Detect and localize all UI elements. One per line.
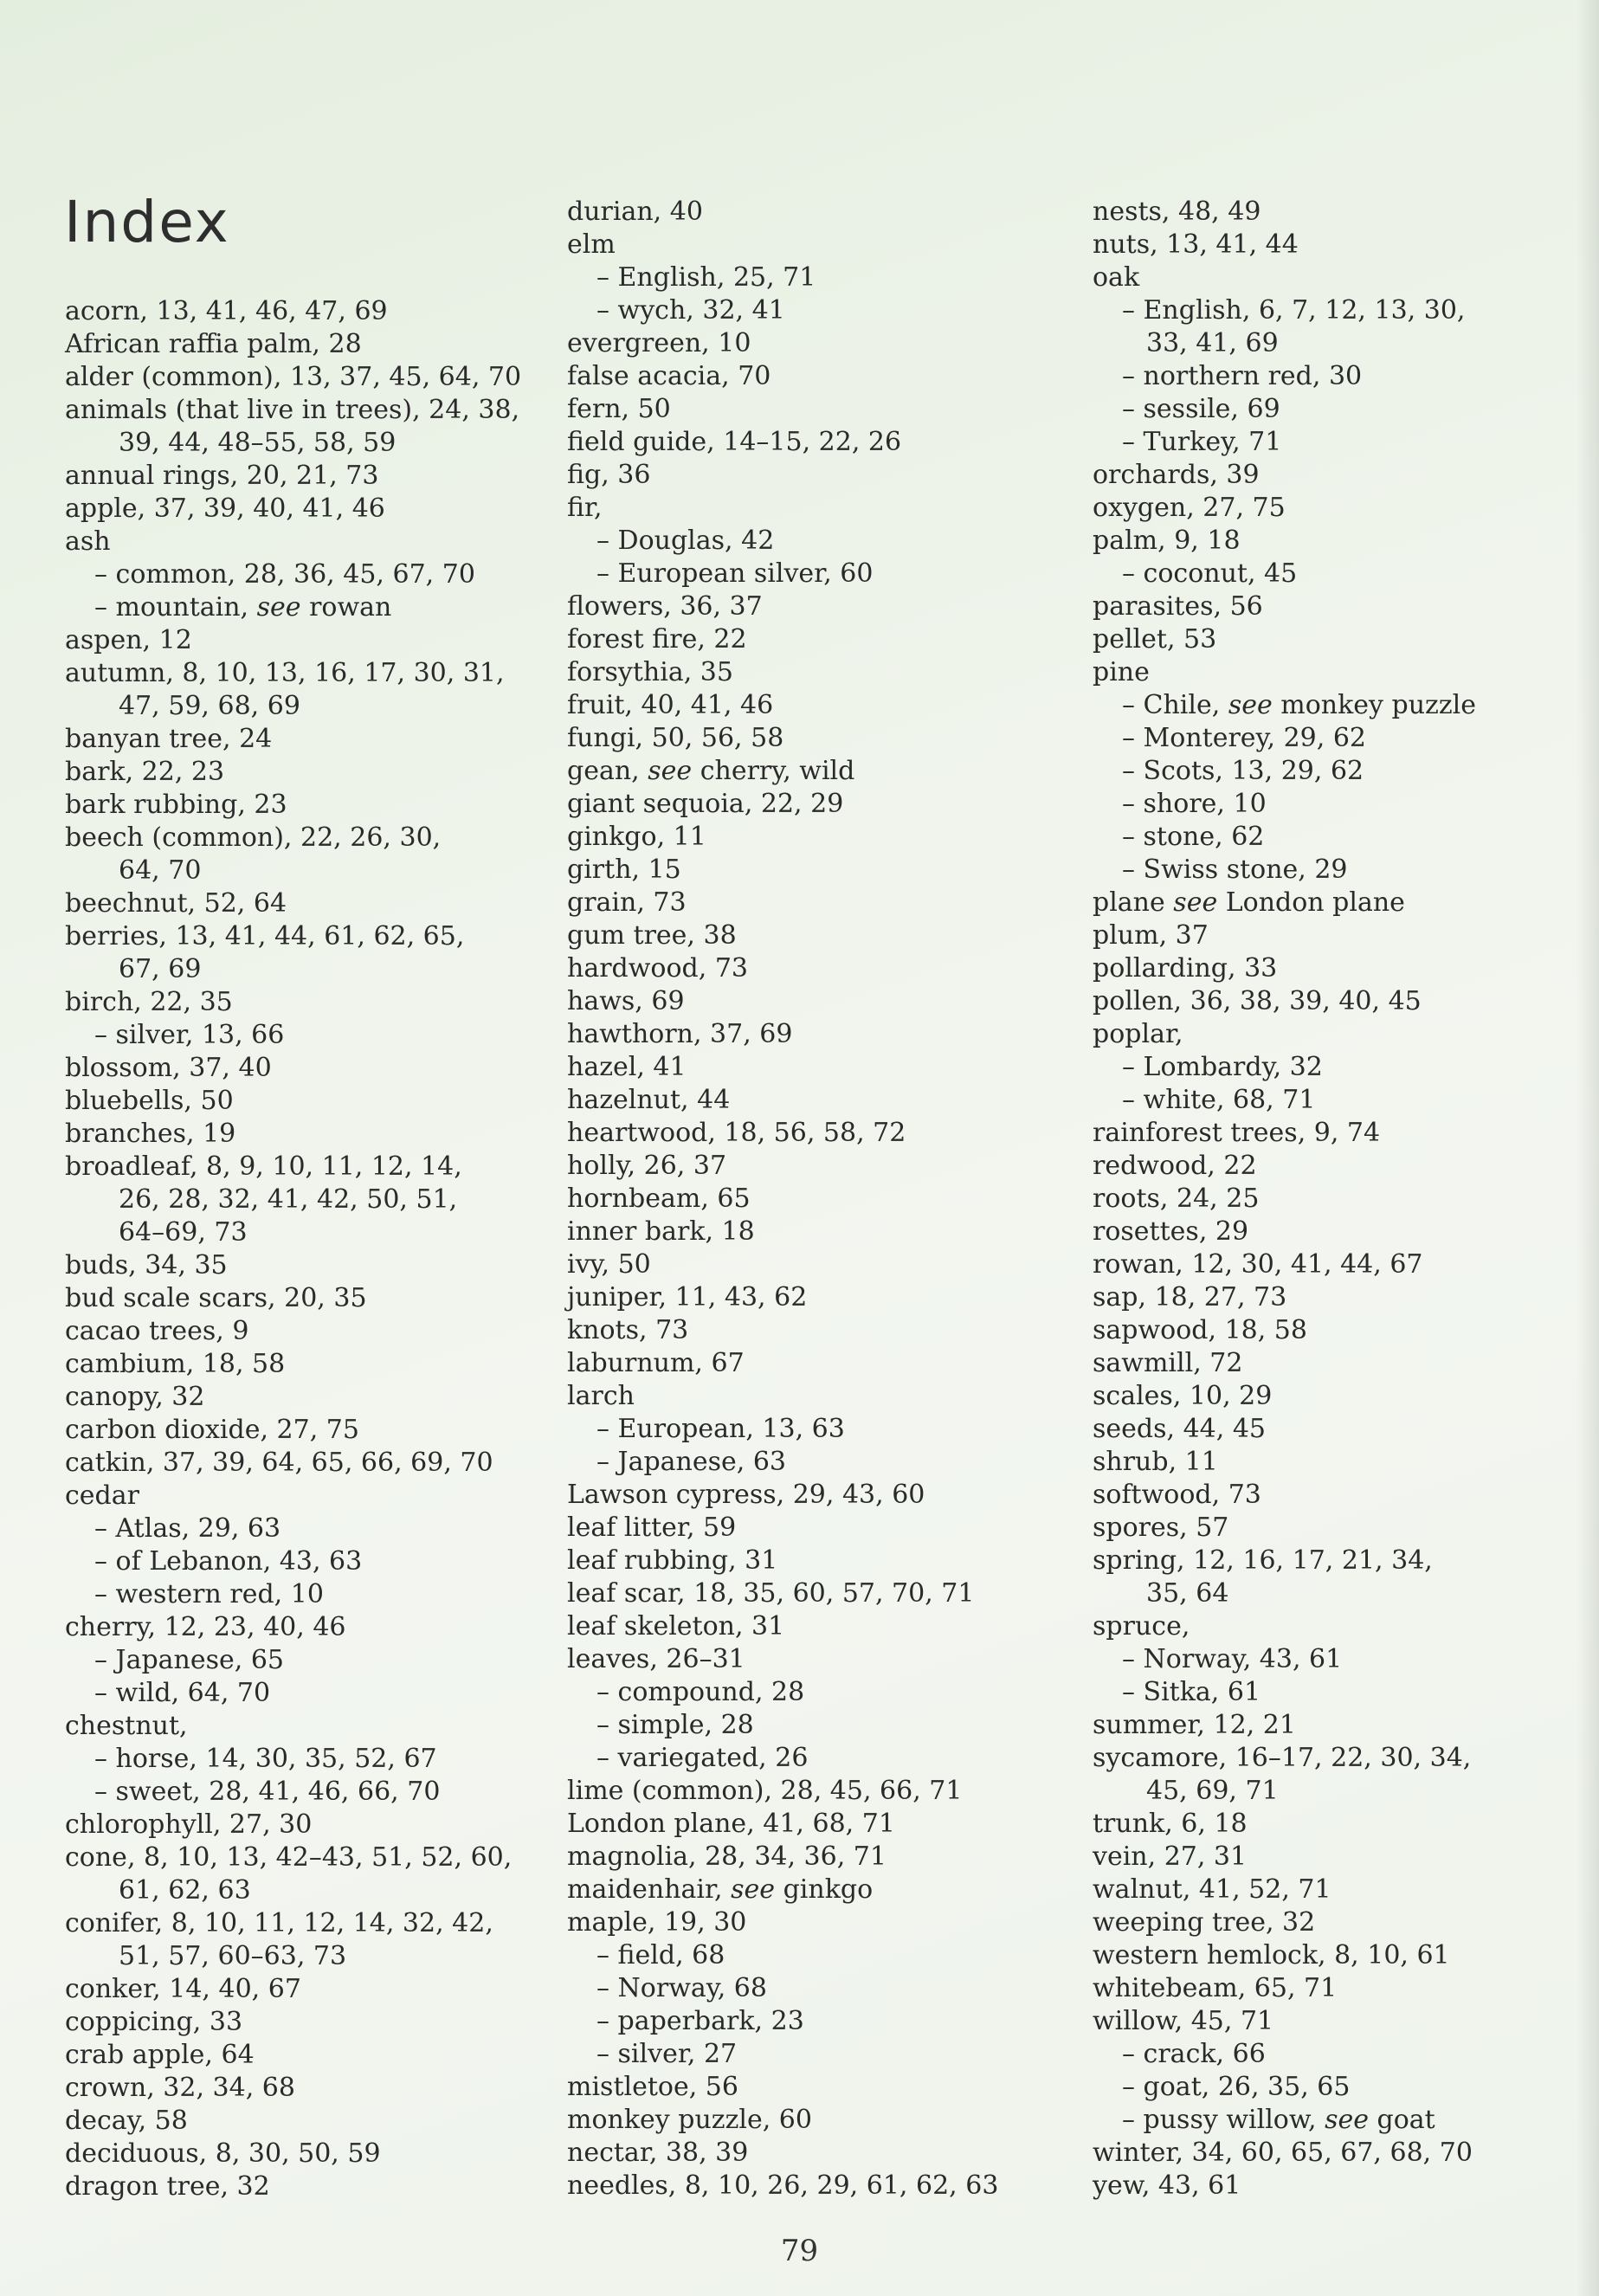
index-entry-continuation: 47, 59, 68, 69 [119,691,300,721]
index-entry: larch [567,1381,635,1411]
index-entry: heartwood, 18, 56, 58, 72 [567,1118,906,1148]
index-entry: scales, 10, 29 [1093,1381,1273,1411]
index-entry-continuation: 39, 44, 48–55, 58, 59 [119,428,397,458]
index-entry: holly, 26, 37 [567,1151,727,1181]
index-entry: inner bark, 18 [567,1216,755,1247]
index-entry: acorn, 13, 41, 46, 47, 69 [65,296,388,326]
index-entry: girth, 15 [567,855,681,885]
index-entry: bark, 22, 23 [65,757,225,787]
index-subentry: – white, 68, 71 [1122,1085,1316,1115]
index-subentry: – Turkey, 71 [1122,427,1282,457]
index-entry: conifer, 8, 10, 11, 12, 14, 32, 42, [65,1908,493,1938]
index-entry: western hemlock, 8, 10, 61 [1093,1940,1450,1970]
index-column-1 [65,295,550,2203]
index-entry: winter, 34, 60, 65, 67, 68, 70 [1093,2138,1473,2168]
index-entry: false acacia, 70 [567,361,771,391]
index-subentry: – paperbark, 23 [596,2006,804,2036]
index-subentry: – wych, 32, 41 [596,295,785,326]
index-entry: canopy, 32 [65,1382,205,1412]
index-subentry: – mountain, see rowan [94,592,392,622]
index-entry: bud scale scars, 20, 35 [65,1283,367,1313]
index-subentry: – of Lebanon, 43, 63 [94,1546,363,1577]
index-entry: hawthorn, 37, 69 [567,1019,793,1049]
page-edge-shadow [1576,0,1599,2296]
index-entry: plane see London plane [1093,887,1405,918]
index-subentry: – sessile, 69 [1122,394,1280,424]
index-entry: cedar [65,1480,139,1511]
index-subentry: – western red, 10 [94,1579,324,1609]
index-entry: blossom, 37, 40 [65,1053,272,1083]
index-entry: field guide, 14–15, 22, 26 [567,427,902,457]
index-entry: autumn, 8, 10, 13, 16, 17, 30, 31, [65,658,505,688]
index-subentry: – Swiss stone, 29 [1122,855,1348,885]
index-entry: hornbeam, 65 [567,1183,751,1214]
index-subentry: – crack, 66 [1122,2039,1266,2069]
index-entry-continuation: 64, 70 [119,855,202,886]
page-number: 79 [780,2234,819,2268]
index-entry: plum, 37 [1093,920,1209,951]
index-entry: bark rubbing, 23 [65,790,287,820]
index-entry: catkin, 37, 39, 64, 65, 66, 69, 70 [65,1448,493,1478]
index-entry: redwood, 22 [1093,1151,1257,1181]
index-subentry: – coconut, 45 [1122,558,1298,589]
index-entry-continuation: 67, 69 [119,954,202,984]
index-entry: willow, 45, 71 [1093,2006,1274,2036]
index-entry: spores, 57 [1093,1512,1229,1543]
index-entry: beechnut, 52, 64 [65,888,287,919]
index-entry: crown, 32, 34, 68 [65,2073,295,2103]
index-entry: leaves, 26–31 [567,1644,745,1674]
index-entry: sapwood, 18, 58 [1093,1315,1307,1345]
index-subentry: – stone, 62 [1122,822,1265,852]
index-entry-continuation: 45, 69, 71 [1146,1776,1279,1806]
index-subentry: – Douglas, 42 [596,526,775,556]
index-entry: poplar, [1093,1019,1183,1049]
index-entry: leaf rubbing, 31 [567,1545,778,1576]
index-subentry: – English, 25, 71 [596,262,816,293]
index-entry: juniper, 11, 43, 62 [567,1282,808,1312]
index-entry: haws, 69 [567,986,685,1016]
index-entry: gum tree, 38 [567,920,737,951]
index-entry: leaf skeleton, 31 [567,1611,785,1641]
index-entry: alder (common), 13, 37, 45, 64, 70 [65,362,522,392]
index-entry: forsythia, 35 [567,657,733,687]
index-entry: African raffia palm, 28 [65,329,362,359]
index-entry: London plane, 41, 68, 71 [567,1809,895,1839]
index-entry: orchards, 39 [1093,460,1260,490]
index-entry: birch, 22, 35 [65,987,233,1017]
index-entry: beech (common), 22, 26, 30, [65,822,442,853]
index-entry: roots, 24, 25 [1093,1183,1260,1214]
index-entry: banyan tree, 24 [65,724,273,754]
index-entry: berries, 13, 41, 44, 61, 62, 65, [65,921,465,951]
index-entry: yew, 43, 61 [1093,2170,1241,2201]
index-subentry: – northern red, 30 [1122,361,1363,391]
index-subentry: – sweet, 28, 41, 46, 66, 70 [94,1777,441,1807]
index-entry: buds, 34, 35 [65,1250,228,1280]
index-entry: chlorophyll, 27, 30 [65,1809,313,1840]
index-entry: conker, 14, 40, 67 [65,1974,301,2004]
index-subentry: – Norway, 68 [596,1973,767,2003]
index-entry: cacao trees, 9 [65,1316,249,1346]
index-entry: cherry, 12, 23, 40, 46 [65,1612,346,1642]
index-subentry: – European, 13, 63 [596,1414,845,1444]
index-entry: rosettes, 29 [1093,1216,1249,1247]
index-entry: ginkgo, 11 [567,822,706,852]
index-entry: oak [1093,262,1140,293]
index-entry: rowan, 12, 30, 41, 44, 67 [1093,1249,1423,1280]
index-subentry: – Chile, see monkey puzzle [1122,690,1477,720]
index-entry: rainforest trees, 9, 74 [1093,1118,1381,1148]
index-entry: parasites, 56 [1093,591,1263,622]
index-entry-continuation: 64–69, 73 [119,1217,248,1248]
index-entry: spring, 12, 16, 17, 21, 34, [1093,1545,1433,1576]
index-entry: animals (that live in trees), 24, 38, [65,395,520,425]
index-column-2 [567,196,1069,2202]
index-entry: Lawson cypress, 29, 43, 60 [567,1480,925,1510]
index-entry: weeping tree, 32 [1093,1907,1316,1938]
index-entry: annual rings, 20, 21, 73 [65,461,379,491]
index-subentry: – Japanese, 65 [94,1645,285,1675]
index-subentry: – wild, 64, 70 [94,1678,271,1708]
index-entry: aspen, 12 [65,625,192,655]
index-subentry: – Monterey, 29, 62 [1122,723,1366,753]
index-entry-continuation: 51, 57, 60–63, 73 [119,1941,347,1971]
index-entry: pollen, 36, 38, 39, 40, 45 [1093,986,1422,1016]
index-entry: fern, 50 [567,394,671,424]
index-entry: chestnut, [65,1711,188,1741]
index-entry: hazelnut, 44 [567,1085,731,1115]
index-entry: ash [65,526,111,557]
index-subentry: – goat, 26, 35, 65 [1122,2072,1351,2102]
index-entry: grain, 73 [567,887,687,918]
index-entry: hazel, 41 [567,1052,687,1082]
index-entry: knots, 73 [567,1315,689,1345]
index-subentry: – shore, 10 [1122,789,1267,819]
index-subentry: – simple, 28 [596,1710,754,1740]
index-subentry: – Sitka, 61 [1122,1677,1261,1707]
index-entry: cambium, 18, 58 [65,1349,286,1379]
index-entry: branches, 19 [65,1119,236,1149]
index-subentry: – Atlas, 29, 63 [94,1513,281,1544]
index-entry: hardwood, 73 [567,953,749,984]
index-entry: decay, 58 [65,2106,188,2136]
index-entry: nests, 48, 49 [1093,197,1261,227]
index-entry: crab apple, 64 [65,2040,255,2070]
index-entry: fungi, 50, 56, 58 [567,723,784,753]
index-entry: whitebeam, 65, 71 [1093,1973,1338,2003]
index-subentry: – field, 68 [596,1940,725,1970]
index-subentry: – silver, 13, 66 [94,1020,285,1050]
index-entry: oxygen, 27, 75 [1093,493,1286,523]
index-entry: carbon dioxide, 27, 75 [65,1415,359,1445]
index-entry: ivy, 50 [567,1249,651,1280]
index-entry: giant sequoia, 22, 29 [567,789,844,819]
index-entry: sap, 18, 27, 73 [1093,1282,1287,1312]
index-entry: coppicing, 33 [65,2007,243,2037]
index-entry: mistletoe, 56 [567,2072,738,2102]
index-entry: nuts, 13, 41, 44 [1093,229,1299,260]
index-entry: magnolia, 28, 34, 36, 71 [567,1841,887,1872]
index-entry: summer, 12, 21 [1093,1710,1296,1740]
index-entry: walnut, 41, 52, 71 [1093,1874,1331,1905]
index-entry: maidenhair, see ginkgo [567,1874,874,1905]
index-entry-continuation: 35, 64 [1146,1578,1229,1609]
index-subentry: – common, 28, 36, 45, 67, 70 [94,559,475,590]
index-entry: fir, [567,493,603,523]
index-entry: leaf scar, 18, 35, 60, 57, 70, 71 [567,1578,975,1609]
index-column-3 [1093,196,1577,2202]
index-entry: spruce, [1093,1611,1190,1641]
index-entry: gean, see cherry, wild [567,756,855,786]
index-entry: seeds, 44, 45 [1093,1414,1266,1444]
index-entry: lime (common), 28, 45, 66, 71 [567,1776,963,1806]
index-entry-continuation: 33, 41, 69 [1146,328,1279,358]
index-entry: pellet, 53 [1093,624,1217,655]
index-entry: fruit, 40, 41, 46 [567,690,774,720]
index-entry: forest fire, 22 [567,624,747,655]
index-entry-continuation: 61, 62, 63 [119,1875,251,1906]
index-entry: sycamore, 16–17, 22, 30, 34, [1093,1743,1472,1773]
index-entry: fig, 36 [567,460,651,490]
index-subentry: – variegated, 26 [596,1743,809,1773]
index-subentry: – Norway, 43, 61 [1122,1644,1343,1674]
index-entry: trunk, 6, 18 [1093,1809,1248,1839]
index-entry: elm [567,229,616,260]
index-entry: softwood, 73 [1093,1480,1261,1510]
index-subentry: – Scots, 13, 29, 62 [1122,756,1364,786]
index-entry: deciduous, 8, 30, 50, 59 [65,2138,381,2169]
index-subentry: – Japanese, 63 [596,1447,787,1477]
index-entry: vein, 27, 31 [1093,1841,1248,1872]
index-subentry: – horse, 14, 30, 35, 52, 67 [94,1744,437,1774]
index-subentry: – Lombardy, 32 [1122,1052,1323,1082]
index-subentry: – compound, 28 [596,1677,805,1707]
index-entry-continuation: 26, 28, 32, 41, 42, 50, 51, [119,1184,458,1215]
index-entry: bluebells, 50 [65,1086,234,1116]
index-entry: pollarding, 33 [1093,953,1278,984]
index-subentry: – European silver, 60 [596,558,874,589]
index-entry: durian, 40 [567,197,703,227]
index-subentry: – pussy willow, see goat [1122,2105,1435,2135]
index-entry: shrub, 11 [1093,1447,1218,1477]
index-entry: dragon tree, 32 [65,2171,270,2202]
index-subentry: – English, 6, 7, 12, 13, 30, [1122,295,1466,326]
index-entry: flowers, 36, 37 [567,591,763,622]
index-entry: cone, 8, 10, 13, 42–43, 51, 52, 60, [65,1842,513,1873]
index-entry: apple, 37, 39, 40, 41, 46 [65,493,385,524]
page-title: Index [64,189,230,255]
index-entry: laburnum, 67 [567,1348,745,1378]
index-entry: sawmill, 72 [1093,1348,1243,1378]
index-entry: broadleaf, 8, 9, 10, 11, 12, 14, [65,1151,462,1182]
index-entry: pine [1093,657,1150,687]
index-entry: needles, 8, 10, 26, 29, 61, 62, 63 [567,2170,999,2201]
index-entry: evergreen, 10 [567,328,751,358]
index-entry: leaf litter, 59 [567,1512,737,1543]
index-entry: palm, 9, 18 [1093,526,1241,556]
index-subentry: – silver, 27 [596,2039,738,2069]
index-entry: maple, 19, 30 [567,1907,747,1938]
index-entry: monkey puzzle, 60 [567,2105,812,2135]
index-entry: nectar, 38, 39 [567,2138,749,2168]
